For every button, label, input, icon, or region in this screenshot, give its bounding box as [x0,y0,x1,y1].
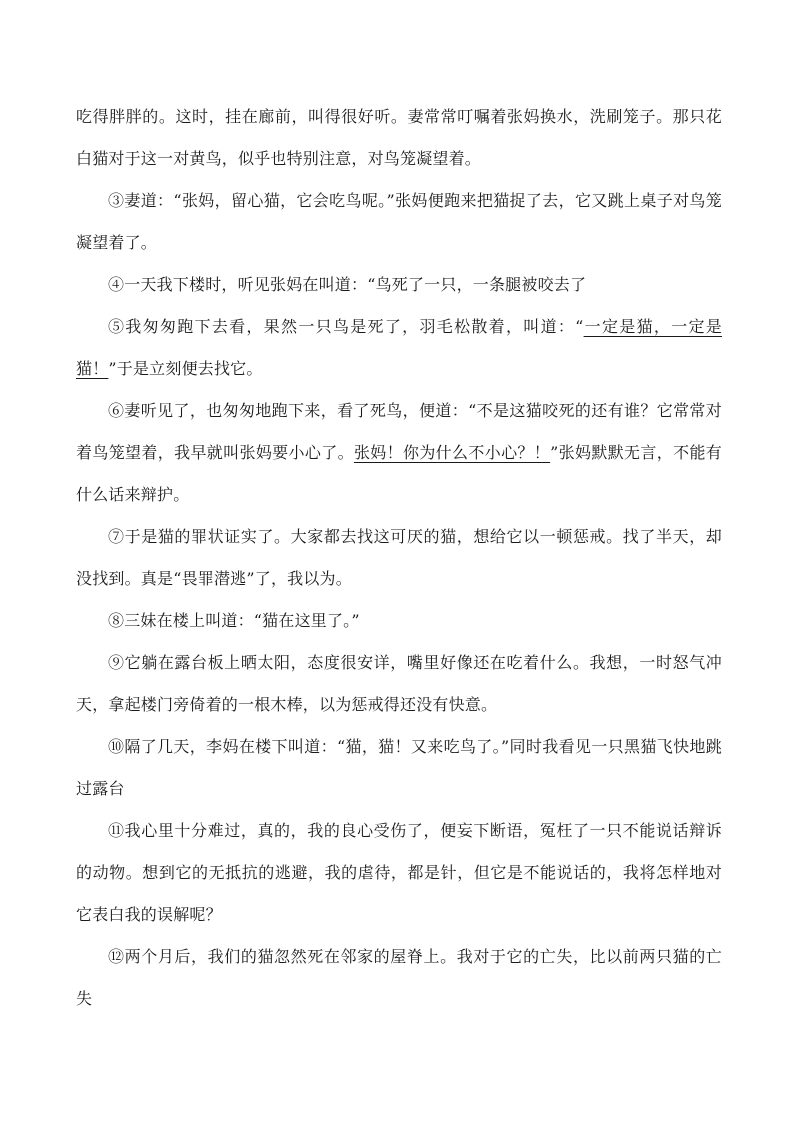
paragraph [76,390,722,516]
article-body [76,96,722,1020]
paragraph-text: ③妻道：“张妈，留心猫，它会吃鸟呢。”张妈便跑来把猫捉了去，它又跳上桌子对鸟笼凝望着了。 [76,191,722,252]
paragraph-text: ⑥妻听见了，也匆匆地跑下来，看了死鸟，便道：“不是这猫咬死的还有谁？它常常对着鸟笼望着，我早就叫张妈要小心了。 [76,401,722,462]
paragraph [76,642,722,726]
paragraph [76,726,722,810]
underlined-sentence: 张妈！你为什么不小心？！ [353,443,551,462]
paragraph [76,936,722,1020]
paragraph [76,180,722,264]
paragraph-text: ⑫两个月后，我们的猫忽然死在邻家的屋脊上。我对于它的亡失，比以前两只猫的亡失 [76,947,722,1008]
paragraph-text: ”于是立刻便去找它。 [108,359,263,378]
paragraph [76,96,722,180]
paragraph-text: ”张妈默默无言，不能有什么话来辩护。 [76,443,722,504]
paragraph-text: 吃得胖胖的。这时，挂在廊前，叫得很好听。妻常常叮嘱着张妈换水，洗刷笼子。那只花白猫对于这一对黄鸟，似乎也特别注意，对鸟笼凝望着。 [76,107,722,168]
paragraph-text: ⑧三妹在楼上叫道：“猫在这里了。” [108,611,360,630]
paragraph [76,516,722,600]
paragraph-text: ④一天我下楼时，听见张妈在叫道：“鸟死了一只，一条腿被咬去了 [108,275,587,294]
paragraph-text: ⑩隔了几天，李妈在楼下叫道：“猫，猫！又来吃鸟了。”同时我看见一只黑猫飞快地跳过露台 [76,737,722,798]
paragraph [76,306,722,390]
paragraph-text: ⑦于是猫的罪状证实了。大家都去找这可厌的猫，想给它以一顿惩戒。找了半天，却没找到。真是“畏罪潜逃”了，我以为。 [76,527,722,588]
paragraph [76,264,722,306]
paragraph-text: ⑪我心里十分难过，真的，我的良心受伤了，便妄下断语，冤枉了一只不能说话辩诉的动物。想到它的无抵抗的逃避，我的虐待，都是针，但它是不能说话的，我将怎样地对它表白我的误解呢？ [76,821,722,924]
paragraph [76,600,722,642]
paragraph-text: ⑨它躺在露台板上晒太阳，态度很安详，嘴里好像还在吃着什么。我想，一时怒气冲天，拿起楼门旁倚着的一根木棒，以为惩戒得还没有快意。 [76,653,722,714]
underlined-sentence: 一定是猫，一定是猫！ [76,317,723,378]
paragraph [76,810,722,936]
paragraph-text: ⑤我匆匆跑下去看，果然一只鸟是死了，羽毛松散着，叫道：“ [108,317,584,336]
